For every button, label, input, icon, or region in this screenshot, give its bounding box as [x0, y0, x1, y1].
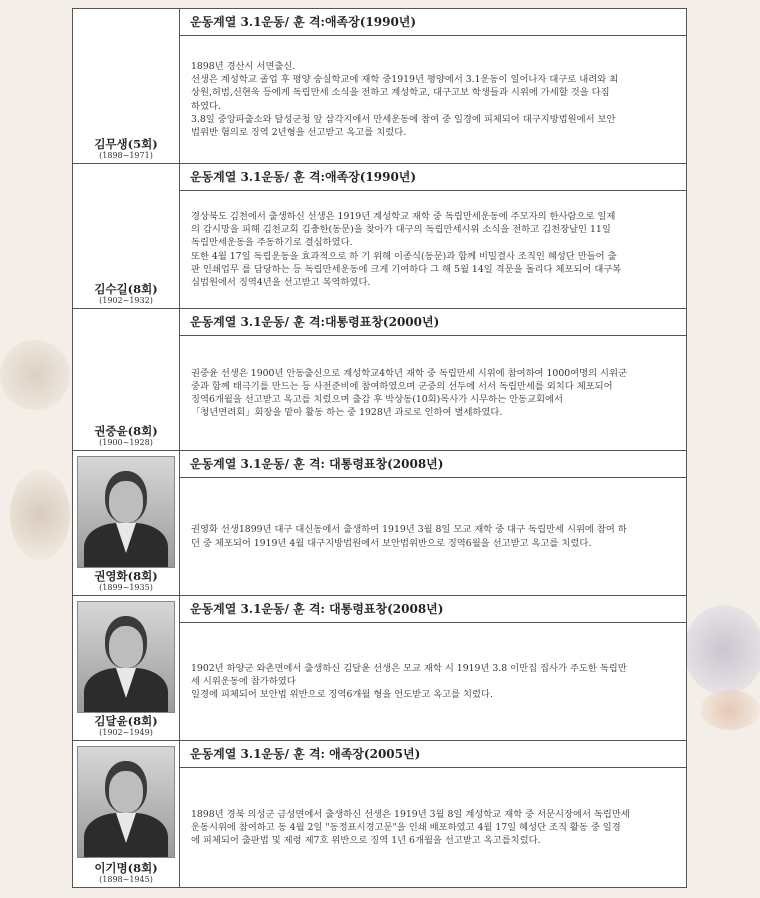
- award-title: 운동계열 3.1운동/ 훈 격:대통령표창(2000년): [180, 309, 686, 336]
- table-row: [73, 309, 686, 451]
- watercolor-stain: [0, 340, 70, 410]
- watercolor-stain: [700, 690, 760, 730]
- biography-text: 경상북도 김천에서 출생하신 선생은 1919년 계성학교 재학 중 독립만세운동에 주모자의 한사람으로 일제 의 감시망을 피해 김천교회 김충한(동문)을 찾아가 대구의 독립만세시위 소식을 전하고 김천장날인 11일 독립만세운동을 주동하기로 결심하였다. 또한 4월 17일 독립운동을 효과적으로 하 기 위해 이종식(동문)과 함께 비밀결사 조직인 혜성단 만들어 출 판 인쇄업무 를 담당하는 등 독립만세운동에 크게 기여하다 그 해 5월 14일 격문을 돌리다 체포되어 대구복 심법원에서 징역4년을 선고받고 복역하였다.: [191, 210, 622, 288]
- biography-text: 1902년 하양군 와촌면에서 출생하신 김달윤 선생은 모교 재학 시 1919년 3.8 이만집 집사가 주도한 독립만 세 시위운동에 참가하였다 일경에 피체되어 보안법 위반으로 징역6개월 형을 언도받고 옥고를 치렀다.: [191, 662, 627, 701]
- table-row: [73, 451, 686, 596]
- person-name: 김무생(5회): [94, 137, 158, 151]
- person-years: (1902~1949): [99, 728, 153, 737]
- person-years: (1898~1945): [99, 875, 153, 884]
- person-cell: [73, 309, 180, 450]
- independence-activists-table: [72, 8, 687, 888]
- table-row: [73, 164, 686, 309]
- biography-text-cell: [180, 336, 686, 450]
- biography-text: 1898년 경산시 서면출신. 선생은 계성학교 졸업 후 평양 숭실학교에 재학 중1919년 평양에서 3.1운동이 일어나자 대구로 내려와 최 상원,허범,신현욱 등에게 독립만세 소식을 전하고 계성학교, 대구고보 학생들과 시위에 가세할 것을 다짐 하였다. 3.8일 중앙파출소와 달성군청 앞 삼각지에서 만세운동에 참여 중 일경에 피체되어 대구지방법원에서 보안 법위반 혐의로 징역 2년형을 선고받고 옥고를 치렀다.: [191, 60, 619, 138]
- award-title: 운동계열 3.1운동/ 훈 격: 애족장(2005년): [180, 741, 686, 768]
- award-title: 운동계열 3.1운동/ 훈 격: 대통령표창(2008년): [180, 596, 686, 623]
- biography-text-cell: [180, 768, 686, 887]
- person-name: 김달윤(8회): [94, 714, 158, 728]
- person-cell: [73, 164, 180, 308]
- biography-text: 1898년 경북 의성군 금성면에서 출생하신 선생은 1919년 3월 8일 계성학교 재학 중 서문시장에서 독립만세 운동시위에 참여하고 동 4월 2일 "동정표시경고문"을 인쇄 배포하였고 4월 17일 혜성단 조직 활동 중 일경 에 피체되어 출판법 및 제령 제7호 위반으로 징역 1년 6개월을 선고받고 옥고를치렀다.: [191, 808, 630, 847]
- biography-text-cell: [180, 36, 686, 163]
- person-cell: [73, 451, 180, 595]
- person-years: (1898~1971): [99, 151, 153, 160]
- portrait-photo: [77, 456, 175, 568]
- biography-text: 권중윤 선생은 1900년 안동출신으로 계성학교4학년 재학 중 독립만세 시위에 참여하여 1000여명의 시위군 중과 함께 태극기를 만드는 등 사전준비에 참여하였으며 군중의 선두에 서서 독립만세를 외치다 체포되어 징역6개월을 선고받고 옥고를 치렀으며 출감 후 박상동(10회)목사가 시무하는 안동교회에서 「청년면려회」회장을 맡아 활동 하는 중 1928년 과로로 인하여 별세하였다.: [191, 367, 627, 419]
- detail-cell: [180, 9, 686, 163]
- person-cell: [73, 741, 180, 887]
- table-row: [73, 741, 686, 887]
- person-name: 권영화(8회): [94, 569, 158, 583]
- detail-cell: [180, 309, 686, 450]
- person-years: (1900~1928): [99, 438, 153, 447]
- watercolor-stain: [10, 470, 70, 560]
- watercolor-stain: [684, 605, 760, 695]
- biography-text-cell: [180, 623, 686, 740]
- biography-text-cell: [180, 191, 686, 308]
- biography-text: 권영화 선생1899년 대구 대신동에서 출생하여 1919년 3월 8일 모교 재학 중 대구 독립만세 시위에 참여 하 던 중 체포되어 1919년 4월 대구지방법원에서 보안법위반으로 징역6월을 선고받고 옥고를 치렀다.: [191, 524, 627, 549]
- person-name: 권중윤(8회): [94, 424, 158, 438]
- detail-cell: [180, 164, 686, 308]
- person-name: 김수길(8회): [94, 282, 158, 296]
- person-cell: [73, 9, 180, 163]
- detail-cell: [180, 596, 686, 740]
- person-years: (1902~1932): [99, 296, 153, 305]
- table-row: [73, 9, 686, 164]
- portrait-photo: [77, 746, 175, 858]
- table-row: [73, 596, 686, 741]
- person-years: (1899~1935): [99, 583, 153, 592]
- portrait-photo: [77, 601, 175, 713]
- biography-text-cell: [180, 478, 686, 595]
- person-name: 이기명(8회): [94, 861, 158, 875]
- award-title: 운동계열 3.1운동/ 훈 격:애족장(1990년): [180, 9, 686, 36]
- person-cell: [73, 596, 180, 740]
- award-title: 운동계열 3.1운동/ 훈 격: 대통령표창(2008년): [180, 451, 686, 478]
- detail-cell: [180, 451, 686, 595]
- detail-cell: [180, 741, 686, 887]
- award-title: 운동계열 3.1운동/ 훈 격:애족장(1990년): [180, 164, 686, 191]
